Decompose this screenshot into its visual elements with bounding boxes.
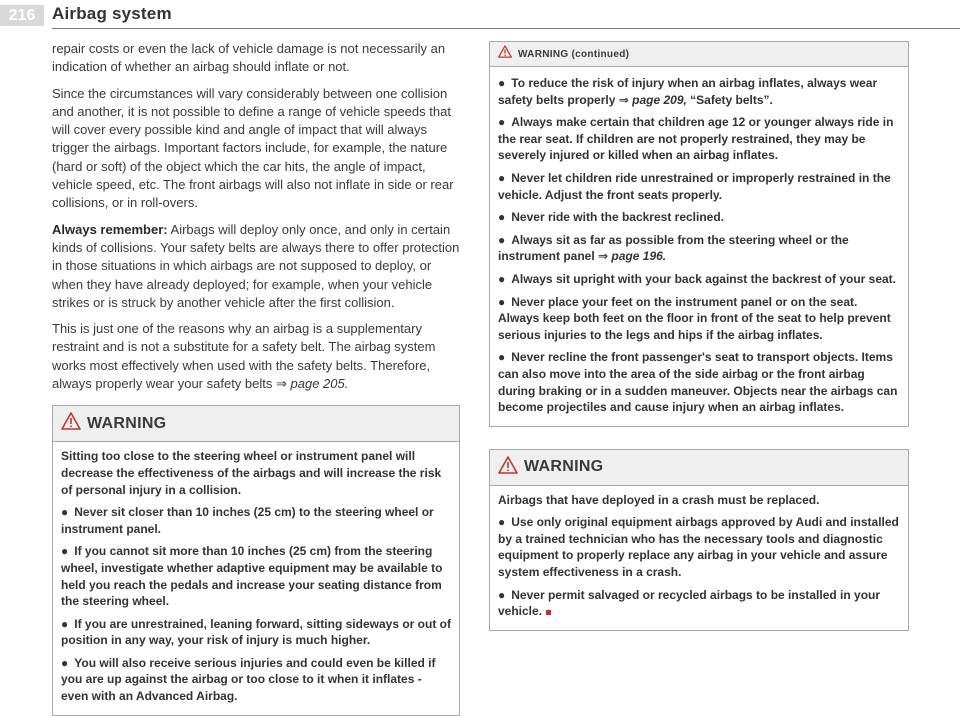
warning-bullet: ● If you are unrestrained, leaning forward, sitting sideways or out of position in any way, your risk of injury is much higher. — [61, 616, 451, 648]
end-of-section-mark — [546, 610, 551, 615]
page-ref-link[interactable]: page 205. — [290, 376, 349, 392]
left-column — [52, 40, 460, 716]
warning-intro-2: Airbags that have deployed in a crash must be replaced. — [498, 492, 820, 507]
paragraph-4-text: This is just one of the reasons why an airbag is a supplementary restraint and is not a substitute for a safety belt. The airbag system works most effectively when used with the safety belts. Therefore, always properly wear your safety belts — [52, 321, 436, 392]
paragraph-2: Since the circumstances will vary considerably between one collision and another, it is not possible to define a range of vehicle speeds that will cover every possible kind and angle of impact that will always trigger the airbags. Important factors include, for example, the nature (hard or soft) of the object which the car hits, the angle of impact, vehicle speed, etc. The front airbags will also not inflate in side or rear collisions, or in roll-overs. — [52, 85, 454, 211]
warning-bullet: ● To reduce the risk of injury when an airbag inflates, always wear safety belts properly ⇒ page 209, “Safety belts”. — [498, 76, 878, 107]
page-ref-link[interactable]: page 209, — [632, 92, 687, 107]
warning-bullet: ● Never sit closer than 10 inches (25 cm) to the steering wheel or instrument panel. — [61, 505, 434, 536]
bullet-dot: ● — [61, 544, 69, 559]
warning-bullet: ● Never recline the front passenger's seat to transport objects. Items can also move into the area of the side airbag or the front airbag during braking or in a sudden maneuver. Objects near the airbags can become projectiles and cause injury when an airbag inflates. — [498, 350, 898, 415]
warning-body-2 — [490, 486, 908, 630]
paragraph-3-text: Airbags will deploy only once, and only in certain kinds of collisions. Your safety belts are always there to offer protection in those situations in which airbags are not supposed to deploy, or when they have already deployed; for example, when your vehicle strikes or is struck by another vehicle after the first collision. — [52, 221, 460, 310]
warning-bullet: ● Never place your feet on the instrument panel or on the seat. Always keep both feet on the floor in front of the seat to help prevent serious injuries to the legs and hips if the airbag inflates. — [498, 294, 891, 342]
paragraph-3 — [52, 221, 460, 312]
paragraph-1: repair costs or even the lack of vehicle damage is not necessarily an indication of whether an airbag should inflate or not. — [52, 41, 446, 75]
bullet-dot: ● — [61, 505, 69, 520]
section-title: Airbag system — [52, 4, 172, 23]
warning-bullet: ● Never ride with the backrest reclined. — [498, 210, 724, 225]
warning-continued-header — [490, 41, 908, 67]
ref-arrow: ⇒ — [618, 92, 629, 107]
warning-intro: Sitting too close to the steering wheel or instrument panel will decrease the effectiveness of the airbags and will increase the risk of personal injury in a collision. — [61, 449, 442, 497]
warning-bullet: ● If you cannot sit more than 10 inches (25 cm) from the steering wheel, investigate whether adaptive equipment may be available to held you reach the pedals and increase your seating distance from the steering wheel. — [61, 544, 443, 609]
warning-bullet: ● Always sit upright with your back against the backrest of your seat. — [498, 271, 897, 286]
warning-continued-body — [490, 67, 908, 426]
warning-body — [53, 442, 459, 714]
warning-bullet: ● Always sit as far as possible from the steering wheel or the instrument panel ⇒ page 196. — [498, 232, 849, 264]
warning-title: WARNING — [87, 414, 167, 432]
warning-continued-box — [489, 41, 909, 427]
right-column — [489, 41, 909, 631]
bullet-dot: ● — [61, 616, 69, 631]
page-ref-link[interactable]: page 196. — [611, 249, 667, 264]
warning-title-2: WARNING — [524, 458, 604, 476]
paragraph-4 — [52, 320, 460, 393]
ref-arrow: ⇒ — [598, 249, 609, 264]
warning-header — [53, 405, 459, 442]
page-number: 216 — [0, 5, 44, 26]
warning-header-2 — [490, 449, 908, 486]
ref-arrow: ⇒ — [275, 376, 287, 392]
warning-bullet: ● Never let children ride unrestrained or improperly restrained in the vehicle. Adjust the front seats properly. — [498, 170, 891, 202]
warning-triangle-icon — [498, 45, 512, 63]
bullet-dot: ● — [61, 655, 69, 670]
warning-bullet: ● Always make certain that children age 12 or younger always ride in the rear seat. If children are not properly restrained, they may be severely injured or killed when an airbag inflates. — [498, 115, 894, 163]
warning-bullet: ● Use only original equipment airbags approved by Audi and installed by a trained technician who has the necessary tools and diagnostic equipment to properly replace any airbag in your vehicle and assure system effectiveness in a crash. — [498, 515, 899, 580]
warning-bullet: ● You will also receive serious injuries and could even be killed if you are up against the airbag or too close to it when it inflates - even with an Advanced Airbag. — [61, 655, 436, 704]
warning-continued-title: WARNING (continued) — [518, 48, 630, 60]
warning-bullet: ● Never permit salvaged or recycled airbags to be installed in your vehicle. — [498, 587, 881, 619]
warning-triangle-icon — [498, 456, 518, 479]
warning-triangle-icon — [61, 412, 81, 435]
header-rule — [52, 28, 960, 29]
always-remember-label: Always remember: — [52, 221, 168, 237]
page-header — [0, 0, 960, 30]
warning-box — [52, 405, 460, 715]
warning-box-2 — [489, 449, 909, 631]
